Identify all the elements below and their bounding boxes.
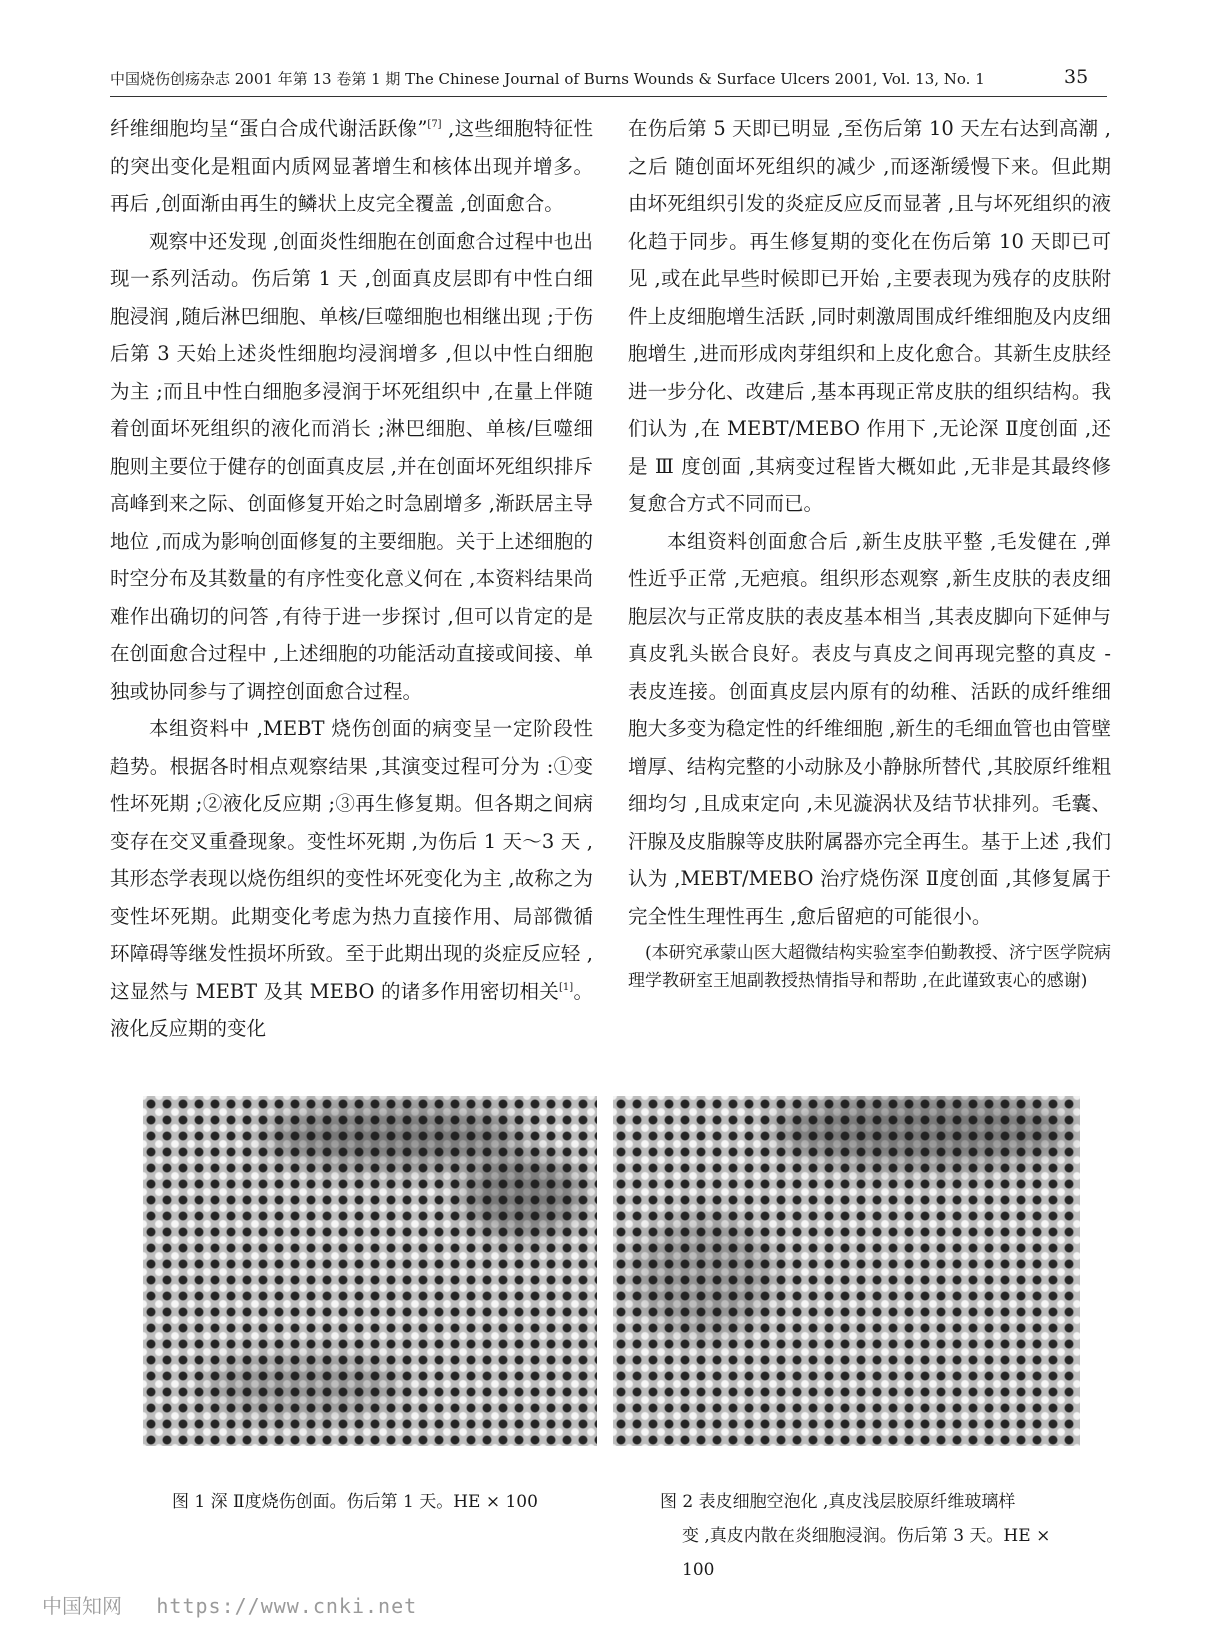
figure-2-micrograph: [613, 1096, 1080, 1446]
paragraph-continued: [110, 110, 593, 223]
caption-line: 图 2 表皮细胞空泡化 ,真皮浅层胶原纤维玻璃样: [660, 1492, 1016, 1512]
paragraph-stages: [110, 710, 593, 1048]
cnki-watermark: [42, 1590, 417, 1619]
tissue-shadow: [463, 1156, 583, 1236]
page-number: 35: [1064, 66, 1089, 88]
paragraph-text: ,这些细胞特征性的突出变化是粗面内质网显著增生和核体出现并增多。再后 ,创面渐由再生的鳞状上皮完全覆盖 ,创面愈合。: [110, 117, 593, 215]
tissue-shadow: [633, 1216, 773, 1336]
paragraph-text: 本组资料中 ,MEBT 烧伤创面的病变呈一定阶段性趋势。根据各时相点观察结果 ,其演变过程可分为 :①变性坏死期 ;②液化反应期 ;③再生修复期。但各期之间病变存在交叉重叠现象。变性坏死期 ,为伤后 1 天～3 天 ,其形态学表现以烧伤组织的变性坏死变化为主 ,故称之为变性坏死期。此期变化考虑为热力直接作用、局部微循环障碍等继发性损坏所致。至于此期出现的炎症反应轻 ,这显然与 MEBT 及其 MEBO 的诸多作用密切相关: [110, 717, 593, 1003]
paragraph-text: 。液化反应期的变化: [110, 979, 593, 1040]
paragraph-healing: 本组资料创面愈合后 ,新生皮肤平整 ,毛发健在 ,弹性近乎正常 ,无疤痕。组织形态观察 ,新生皮肤的表皮细胞层次与正常皮肤的表皮基本相当 ,其表皮脚向下延伸与真皮乳头嵌合良好。表皮与真皮之间再现完整的真皮 - 表皮连接。创面真皮层内原有的幼稚、活跃的成纤维细胞大多变为稳定性的纤维细胞 ,新生的毛细血管也由管壁增厚、结构完整的小动脉及小静脉所替代 ,其胶原纤维粗细均匀 ,且成束定向 ,未见漩涡状及结节状排列。毛囊、汗腺及皮脂腺等皮肤附属器亦完全再生。基于上述 ,我们认为 ,MEBT/MEBO 治疗烧伤深 Ⅱ度创面 ,其修复属于完全性生理性再生 ,愈后留疤的可能很小。: [628, 529, 1111, 928]
paragraph-text: 纤维细胞均呈“蛋白合成代谢活跃像”: [110, 117, 428, 140]
caption-line: 变 ,真皮内散在炎细胞浸润。伤后第 3 天。HE × 100: [682, 1526, 1051, 1580]
paragraph-liquefaction: 在伤后第 5 天即已明显 ,至伤后第 10 天左右达到高潮 ,之后 随创面坏死组织的减少 ,而逐渐缓慢下来。但此期由坏死组织引发的炎症反应反而显著 ,且与坏死组织的液化趋于同步。再生修复期的变化在伤后第 10 天即已可见 ,或在此早些时候即已开始 ,主要表现为残存的皮肤附件上皮细胞增生活跃 ,同时刺激周围成纤维细胞及内皮细胞增生 ,进而形成肉芽组织和上皮化愈合。其新生皮肤经进一步分化、改建后 ,基本再现正常皮肤的组织结构。我们认为 ,在 MEBT/MEBO 作用下 ,无论深 Ⅱ度创面 ,还是 Ⅲ 度创面 ,其病变过程皆大概如此 ,无非是其最终修复愈合方式不同而已。: [628, 117, 1111, 515]
tissue-shadow: [773, 1096, 1073, 1166]
citation-ref: [1]: [559, 981, 574, 993]
left-column: [110, 110, 593, 1048]
figure-1-caption: 图 1 深 Ⅱ度烧伤创面。伤后第 1 天。HE × 100: [172, 1492, 538, 1512]
figure-2-caption: [660, 1485, 1080, 1587]
tissue-shadow: [263, 1106, 523, 1166]
right-column: [628, 110, 1111, 995]
citation-ref: [7]: [427, 119, 442, 130]
running-header: 中国烧伤创疡杂志 2001 年第 13 卷第 1 期 The Chinese Journal of Burns Wounds & Surface Ulcers 2001, Vol. 13, No. 1: [110, 70, 985, 88]
paragraph-inflammatory-cells: 观察中还发现 ,创面炎性细胞在创面愈合过程中也出现一系列活动。伤后第 1 天 ,创面真皮层即有中性白细胞浸润 ,随后淋巴细胞、单核/巨噬细胞也相继出现 ;于伤后第 3 天始上述炎性细胞均浸润增多 ,但以中性白细胞为主 ;而且中性白细胞多浸润于坏死组织中 ,在量上伴随着创面坏死组织的液化而消长 ;淋巴细胞、单核/巨噬细胞则主要位于健存的创面真皮层 ,并在创面坏死组织排斥高峰到来之际、创面修复开始之时急剧增多 ,渐跃居主导地位 ,而成为影响创面修复的主要细胞。关于上述细胞的时空分布及其数量的有序性变化意义何在 ,本资料结果尚难作出确切的问答 ,有待于进一步探讨 ,但可以肯定的是在创面愈合过程中 ,上述细胞的功能活动直接或间接、单独或协同参与了调控创面愈合过程。: [110, 229, 593, 703]
tissue-shadow: [203, 1356, 403, 1416]
watermark-url: https://www.cnki.net: [156, 1594, 418, 1618]
watermark-site: 中国知网: [42, 1594, 122, 1618]
figure-1-micrograph: [143, 1096, 597, 1446]
acknowledgement: (本研究承蒙山医大超微结构实验室李伯勤教授、济宁医学院病理学教研室王旭副教授热情指导和帮助 ,在此谨致衷心的感谢): [628, 943, 1111, 991]
header-rule: [110, 96, 1107, 97]
